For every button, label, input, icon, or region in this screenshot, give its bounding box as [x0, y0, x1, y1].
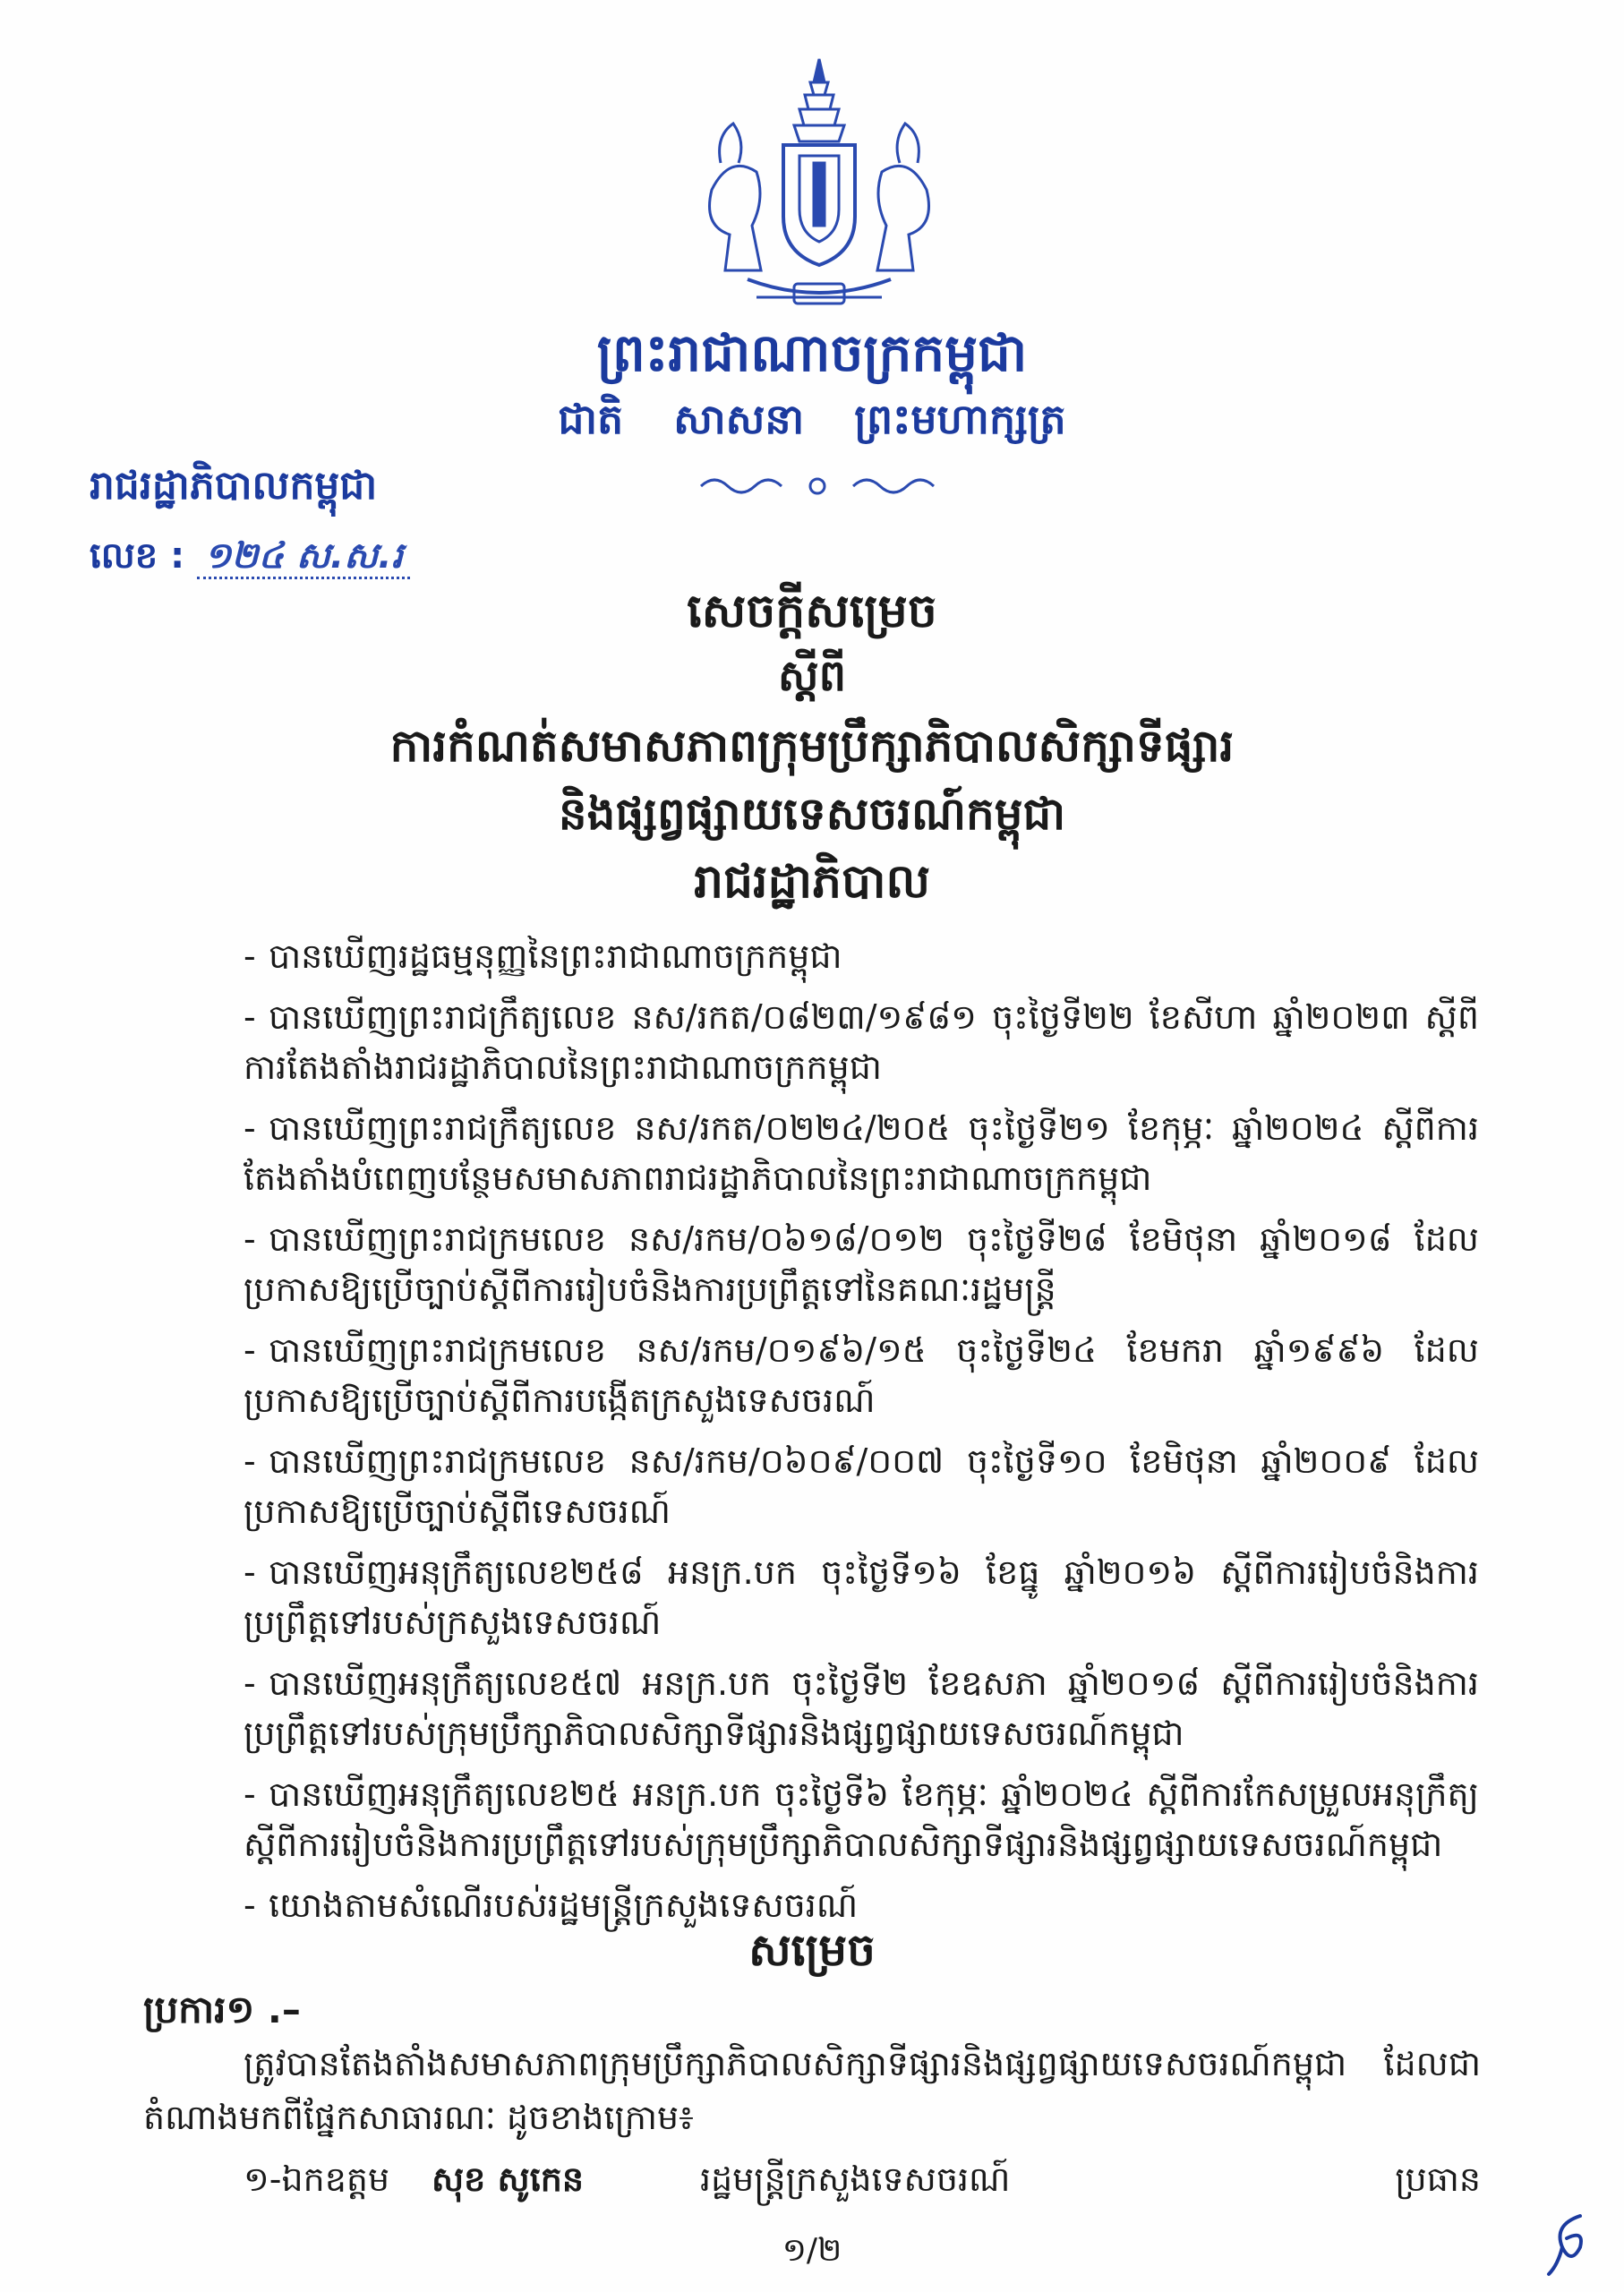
list-item: - បានឃើញព្រះរាជក្រមលេខ នស/រកម/០៦១៨/០១២ ចុះថ្ងៃទី២៨ ខែមិថុនា ឆ្នាំ២០១៨ ដែលប្រកាសឱ្យប្រើច្បាប់ស្តីពីការរៀបចំនិងការប្រព្រឹត្តទៅនៃគណៈរដ្ឋមន្ត្រី — [244, 1219, 1479, 1309]
kingdom-title: ព្រះរាជាណាចក្រកម្ពុជា — [596, 322, 1028, 383]
member-row — [244, 2158, 1481, 2211]
issuer-heading: រាជរដ្ឋាភិបាល — [693, 855, 931, 909]
article-heading: ប្រការ១ .– — [143, 1988, 301, 2031]
member-role: ប្រធាន — [1395, 2159, 1481, 2199]
list-item: - បានឃើញអនុក្រឹត្យលេខ៥៧ អនក្រ.បក ចុះថ្ងៃទី២ ខែឧសភា ឆ្នាំ២០១៨ ស្តីពីការរៀបចំនិងការប្រព្រឹត្តទៅរបស់ក្រុមប្រឹក្សាភិបាលសិក្សាទីផ្សារនិងផ្សព្វផ្សាយទេសចរណ៍កម្ពុជា — [244, 1663, 1479, 1753]
document-subject — [0, 712, 1624, 848]
list-item: - បានឃើញរដ្ឋធម្មនុញ្ញនៃព្រះរាជាណាចក្រកម្ពុជា — [244, 936, 842, 976]
document-number-value: ១២៤ ស.ស.រ — [197, 535, 410, 579]
document-title: សេចក្តីសម្រេច — [687, 585, 937, 638]
handwritten-initial-icon — [1535, 2207, 1598, 2279]
list-item: - បានឃើញព្រះរាជក្រមលេខ នស/រកម/០៦០៩/០០៧ ចុះថ្ងៃទី១០ ខែមិថុនា ឆ្នាំ២០០៩ ដែលប្រកាសឱ្យប្រើច្បាប់ស្តីពីទេសចរណ៍ — [244, 1441, 1479, 1531]
issuing-government: រាជរដ្ឋាភិបាលកម្ពុជា — [90, 463, 378, 509]
document-number-label: លេខ : — [90, 535, 185, 577]
national-motto: ជាតិ សាសនា ព្រះមហាក្សត្រ — [558, 395, 1066, 443]
list-item: - បានឃើញអនុក្រឹត្យលេខ២៥៨ អនក្រ.បក ចុះថ្ងៃទី១៦ ខែធ្នូ ឆ្នាំ២០១៦ ស្តីពីការរៀបចំនិងការប្រព្រឹត្តទៅរបស់ក្រសួងទេសចរណ៍ — [244, 1552, 1479, 1642]
member-name: សុខ សូកេន — [432, 2159, 585, 2199]
considerations-list — [244, 931, 1479, 1941]
article-body: ត្រូវបានតែងតាំងសមាសភាពក្រុមប្រឹក្សាភិបាលសិក្សាទីផ្សារនិងផ្សព្វផ្សាយទេសចរណ៍កម្ពុជា ដែលជាតំណាងមកពីផ្នែកសាធារណៈ ដូចខាងក្រោម៖ — [143, 2044, 1481, 2137]
page-number: ១/២ — [782, 2232, 842, 2269]
list-item: - បានឃើញអនុក្រឹត្យលេខ២៥ អនក្រ.បក ចុះថ្ងៃទី៦ ខែកុម្ភៈ ឆ្នាំ២០២៤ ស្តីពីការកែសម្រួលអនុក្រឹត្យស្តីពីការរៀបចំនិងការប្រព្រឹត្តទៅរបស់ក្រុមប្រឹក្សាភិបាលសិក្សាទីផ្សារនិងផ្សព្វផ្សាយទេសចរណ៍កម្ពុជា — [244, 1775, 1479, 1864]
ornament-divider-icon — [697, 473, 938, 500]
list-item: - បានឃើញព្រះរាជក្រមលេខ នស/រកម/០១៩៦/១៥ ចុះថ្ងៃទី២៤ ខែមករា ឆ្នាំ១៩៩៦ ដែលប្រកាសឱ្យប្រើច្បាប់ស្តីពីការបង្កើតក្រសួងទេសចរណ៍ — [244, 1330, 1479, 1420]
subject-line-2: និងផ្សព្វផ្សាយទេសចរណ៍កម្ពុជា — [558, 788, 1066, 840]
member-index: ១-ឯកឧត្តម — [244, 2159, 390, 2199]
list-item: - បានឃើញព្រះរាជក្រឹត្យលេខ នស/រកត/០២២៤/២០៥ ចុះថ្ងៃទី២១ ខែកុម្ភៈ ឆ្នាំ២០២៤ ស្តីពីការតែងតាំងបំពេញបន្ថែមសមាសភាពរាជរដ្ឋាភិបាលនៃព្រះរាជាណាចក្រកម្ពុជា — [244, 1108, 1479, 1198]
list-item: - បានឃើញព្រះរាជក្រឹត្យលេខ នស/រកត/០៨២៣/១៩៨១ ចុះថ្ងៃទី២២ ខែសីហា ឆ្នាំ២០២៣ ស្តីពីការតែងតាំងរាជរដ្ឋាភិបាលនៃព្រះរាជាណាចក្រកម្ពុជា — [244, 997, 1479, 1087]
member-position: រដ្ឋមន្ត្រីក្រសួងទេសចរណ៍ — [700, 2159, 1011, 2199]
subject-line-1: ការកំណត់សមាសភាពក្រុមប្រឹក្សាភិបាលសិក្សាទីផ្សារ — [389, 720, 1235, 772]
decides-heading: សម្រេច — [748, 1924, 876, 1976]
royal-emblem-icon — [694, 56, 944, 324]
list-item: - យោងតាមសំណើរបស់រដ្ឋមន្ត្រីក្រសួងទេសចរណ៍ — [244, 1886, 859, 1925]
about-label: ស្តីពី — [777, 651, 847, 701]
document-number — [90, 533, 410, 586]
